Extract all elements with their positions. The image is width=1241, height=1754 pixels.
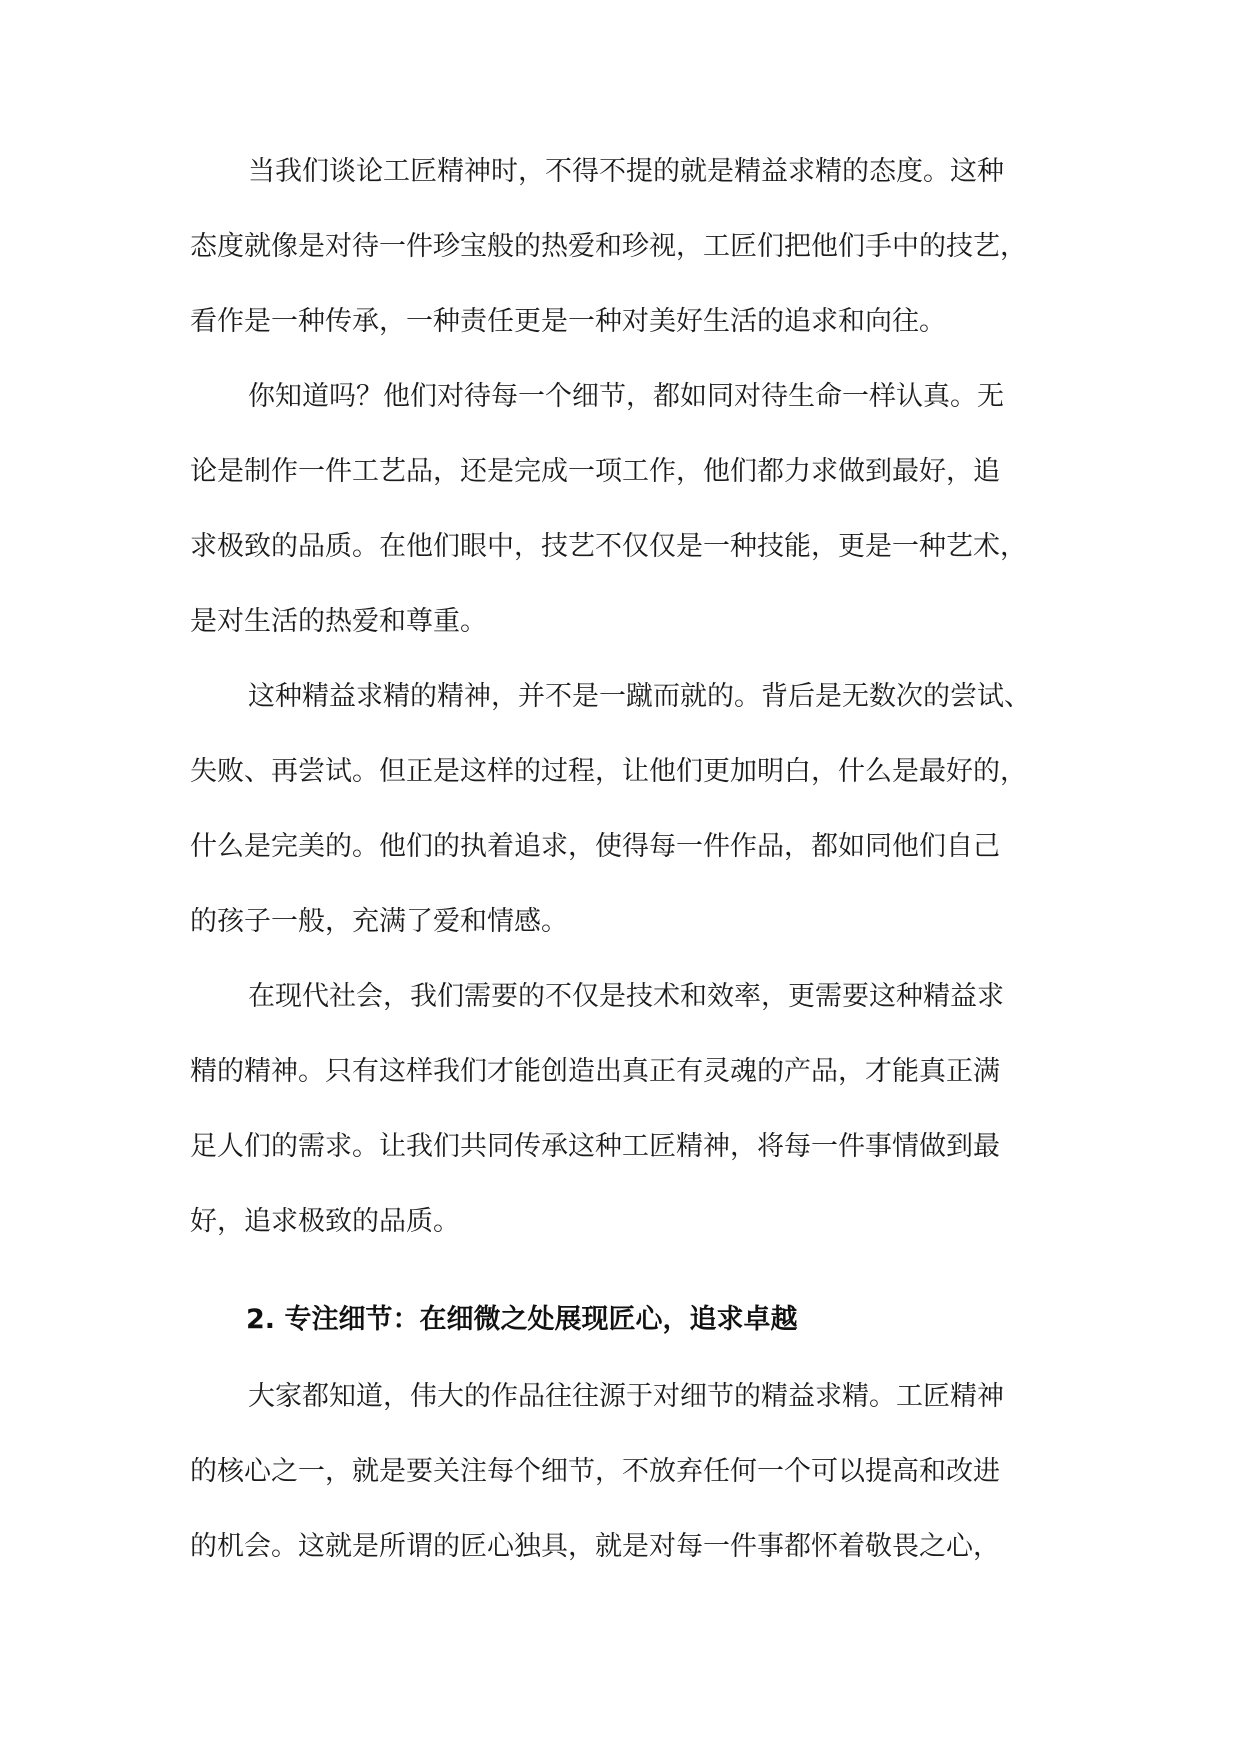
section-heading: 2. 专注细节：在细微之处展现匠心，追求卓越 [246, 1304, 798, 1335]
paragraph-3-line-2: 失败、再尝试。但正是这样的过程，让他们更加明白，什么是最好的， [190, 756, 1027, 787]
paragraph-2-line-1: 你知道吗？他们对待每一个细节，都如同对待生命一样认真。无 [248, 381, 1004, 412]
paragraph-5-line-2: 的核心之一，就是要关注每个细节，不放弃任何一个可以提高和改进 [190, 1456, 1000, 1487]
paragraph-5-line-1: 大家都知道，伟大的作品往往源于对细节的精益求精。工匠精神 [248, 1381, 1004, 1412]
paragraph-4-line-3: 足人们的需求。让我们共同传承这种工匠精神，将每一件事情做到最 [190, 1131, 1000, 1162]
paragraph-2-line-3: 求极致的品质。在他们眼中，技艺不仅仅是一种技能，更是一种艺术， [190, 531, 1027, 562]
paragraph-4-line-4: 好，追求极致的品质。 [190, 1206, 460, 1237]
paragraph-1-line-3: 看作是一种传承，一种责任更是一种对美好生活的追求和向往。 [190, 306, 946, 337]
paragraph-4-line-1: 在现代社会，我们需要的不仅是技术和效率，更需要这种精益求 [248, 981, 1004, 1012]
paragraph-4-line-2: 精的精神。只有这样我们才能创造出真正有灵魂的产品，才能真正满 [190, 1056, 1000, 1087]
paragraph-2-line-2: 论是制作一件工艺品，还是完成一项工作，他们都力求做到最好，追 [190, 456, 1000, 487]
paragraph-3-line-4: 的孩子一般，充满了爱和情感。 [190, 906, 568, 937]
paragraph-1-line-1: 当我们谈论工匠精神时，不得不提的就是精益求精的态度。这种 [248, 156, 1004, 187]
paragraph-1-line-2: 态度就像是对待一件珍宝般的热爱和珍视，工匠们把他们手中的技艺， [190, 231, 1027, 262]
paragraph-3-line-3: 什么是完美的。他们的执着追求，使得每一件作品，都如同他们自己 [190, 831, 1000, 862]
paragraph-3-line-1: 这种精益求精的精神，并不是一蹴而就的。背后是无数次的尝试、 [248, 681, 1031, 712]
paragraph-2-line-4: 是对生活的热爱和尊重。 [190, 606, 487, 637]
paragraph-5-line-3: 的机会。这就是所谓的匠心独具，就是对每一件事都怀着敬畏之心， [190, 1531, 1000, 1562]
